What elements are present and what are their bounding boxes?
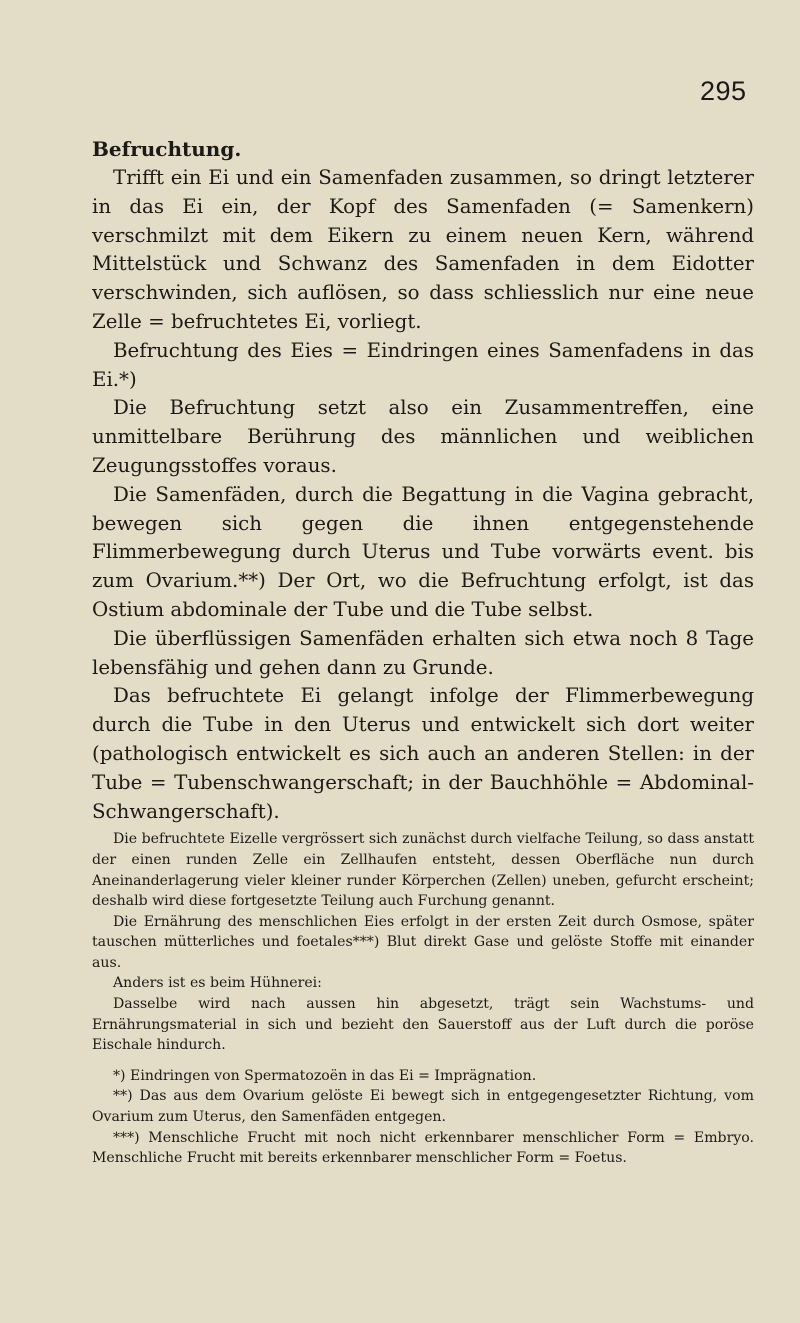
paragraph: Befruchtung des Eies = Eindringen eines Samenfadens in das Ei.*)	[92, 338, 754, 391]
small-paragraph: Anders ist es beim Hühnerei:	[113, 975, 322, 992]
small-paragraph: Die befruchtete Eizelle vergrössert sich zunächst durch vielfache Teilung, so dass anstatt der einen runden Zelle ein Zellhaufen entsteht, dessen Oberfläche nun durch Aneinanderlagerung vieler kleiner runder Körperchen (Zellen) uneben, gefurcht erscheint; deshalb wird diese fortgesetzte Teilung auch Furchung genannt.	[92, 831, 754, 910]
paragraph: Die Samenfäden, durch die Begattung in die Vagina gebracht, bewegen sich gegen die ihnen entgegenstehende Flimmerbewegung durch Uterus und Tube vorwärts event. bis zum Ovarium.**) Der Ort, wo die Befruchtung erfolgt, ist das Ostium abdominale der Tube und die Tube selbst.	[92, 482, 754, 621]
page-content	[92, 134, 754, 1169]
paragraph: Die Befruchtung setzt also ein Zusammentreffen, eine unmittelbare Berührung des männlichen und weiblichen Zeugungsstoffes voraus.	[92, 396, 754, 477]
footnote: ***) Menschliche Frucht mit noch nicht erkennbarer menschlicher Form = Embryo. Menschliche Frucht mit bereits erkennbarer menschlicher Form = Foetus.	[92, 1129, 754, 1167]
paragraph: Die überflüssigen Samenfäden erhalten sich etwa noch 8 Tage lebensfähig und gehen dann zu Grunde.	[92, 626, 754, 679]
page-number: 295	[700, 76, 747, 106]
paragraph: Das befruchtete Ei gelangt infolge der Flimmerbewegung durch die Tube in den Uterus und entwickelt sich dort weiter (pathologisch entwickelt es sich auch an anderen Stellen: in der Tube = Tubenschwangerschaft; in der Bauchhöhle = Abdominal-Schwangerschaft).	[92, 684, 754, 823]
paragraph: Trifft ein Ei und ein Samenfaden zusammen, so dringt letzterer in das Ei ein, der Kopf des Samenfaden (= Samenkern) verschmilzt mit dem Eikern zu einem neuen Kern, während Mittelstück und Schwanz des Samenfaden in dem Eidotter verschwinden, sich auflösen, so dass schliesslich nur eine neue Zelle = befruchtetes Ei, vorliegt.	[92, 166, 754, 333]
footnote: *) Eindringen von Spermatozoën in das Ei = Imprägnation.	[113, 1067, 537, 1084]
main-text	[92, 164, 754, 826]
footnote: **) Das aus dem Ovarium gelöste Ei bewegt sich in entgegengesetzter Richtung, vom Ovarium zum Uterus, den Samenfäden entgegen.	[92, 1088, 754, 1126]
small-paragraph: Die Ernährung des menschlichen Eies erfolgt in der ersten Zeit durch Osmose, später tauschen mütterliches und foetales***) Blut direkt Gase und gelöste Stoffe mit einander aus.	[92, 913, 754, 971]
section-heading: Befruchtung.	[92, 137, 242, 161]
small-print-text	[92, 829, 754, 1056]
small-paragraph: Dasselbe wird nach aussen hin abgesetzt, trägt sein Wachstums- und Ernährungsmaterial in sich und bezieht den Sauerstoff aus der Luft durch die poröse Eischale hindurch.	[92, 996, 754, 1054]
footnotes	[92, 1066, 754, 1169]
